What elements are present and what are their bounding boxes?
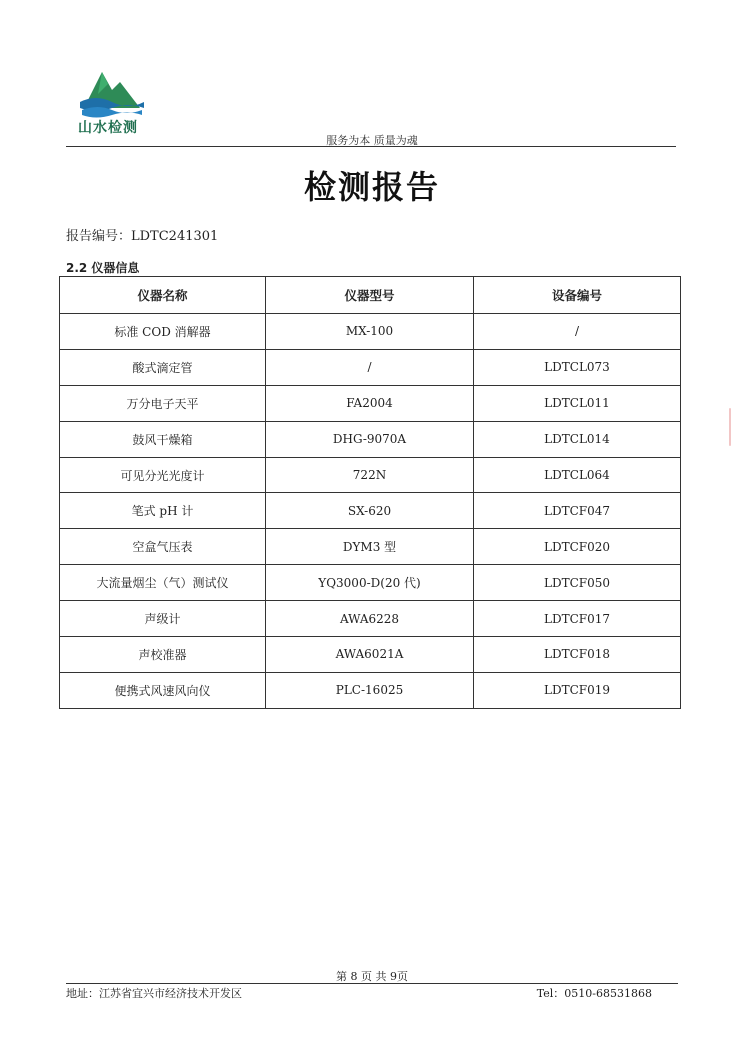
table-row [60, 637, 681, 673]
company-name: 山水检测 [78, 120, 138, 136]
header-equipment-number: 设备编号 [474, 277, 681, 314]
instrument-name: 标准 COD 消解器 [60, 314, 266, 350]
footer-address: 地址：江苏省宜兴市经济技术开发区 [66, 987, 242, 1000]
instrument-name: 空盒气压表 [60, 529, 266, 565]
binding-mark [729, 408, 731, 446]
instrument-model: DHG-9070A [266, 421, 474, 457]
header-instrument-model: 仪器型号 [266, 277, 474, 314]
header-slogan: 服务为本 质量为魂 [326, 134, 418, 147]
equipment-number: / [474, 314, 681, 350]
instrument-model: AWA6021A [266, 637, 474, 673]
instrument-model: AWA6228 [266, 601, 474, 637]
instrument-model: YQ3000-D(20 代) [266, 565, 474, 601]
report-number: 报告编号：LDTC241301 [66, 229, 219, 244]
instrument-model: PLC-16025 [266, 672, 474, 708]
table-row [60, 565, 681, 601]
table-row [60, 421, 681, 457]
equipment-number: LDTCF017 [474, 601, 681, 637]
instrument-name: 声级计 [60, 601, 266, 637]
instrument-name: 万分电子天平 [60, 385, 266, 421]
table-row [60, 493, 681, 529]
table-row [60, 385, 681, 421]
page-title: 检测报告 [303, 168, 440, 206]
instrument-model: 722N [266, 457, 474, 493]
page-number: 第 8 页 共 9页 [336, 970, 408, 983]
equipment-number: LDTCF018 [474, 637, 681, 673]
header-divider [66, 146, 676, 147]
instrument-model: DYM3 型 [266, 529, 474, 565]
instrument-model: MX-100 [266, 314, 474, 350]
table-row [60, 529, 681, 565]
table-row [60, 314, 681, 350]
equipment-number: LDTCL011 [474, 385, 681, 421]
table-row [60, 601, 681, 637]
table-row [60, 349, 681, 385]
equipment-number: LDTCL014 [474, 421, 681, 457]
instrument-name: 可见分光光度计 [60, 457, 266, 493]
mountain-water-icon [72, 68, 152, 120]
instrument-name: 鼓风干燥箱 [60, 421, 266, 457]
instrument-name: 便携式风速风向仪 [60, 672, 266, 708]
equipment-number: LDTCF050 [474, 565, 681, 601]
table-header-row [60, 277, 681, 314]
instrument-model: SX-620 [266, 493, 474, 529]
instrument-name: 声校准器 [60, 637, 266, 673]
header-instrument-name: 仪器名称 [60, 277, 266, 314]
table-row [60, 672, 681, 708]
equipment-number: LDTCF020 [474, 529, 681, 565]
footer-divider [66, 983, 678, 984]
instrument-model: FA2004 [266, 385, 474, 421]
equipment-number: LDTCF047 [474, 493, 681, 529]
footer-tel: Tel：0510-68531868 [536, 987, 652, 1000]
instrument-table [59, 276, 681, 709]
equipment-number: LDTCL073 [474, 349, 681, 385]
instrument-name: 酸式滴定管 [60, 349, 266, 385]
table-row [60, 457, 681, 493]
instrument-model: / [266, 349, 474, 385]
equipment-number: LDTCF019 [474, 672, 681, 708]
instrument-name: 大流量烟尘（气）测试仪 [60, 565, 266, 601]
equipment-number: LDTCL064 [474, 457, 681, 493]
section-title: 2.2 仪器信息 [66, 261, 140, 275]
instrument-name: 笔式 pH 计 [60, 493, 266, 529]
